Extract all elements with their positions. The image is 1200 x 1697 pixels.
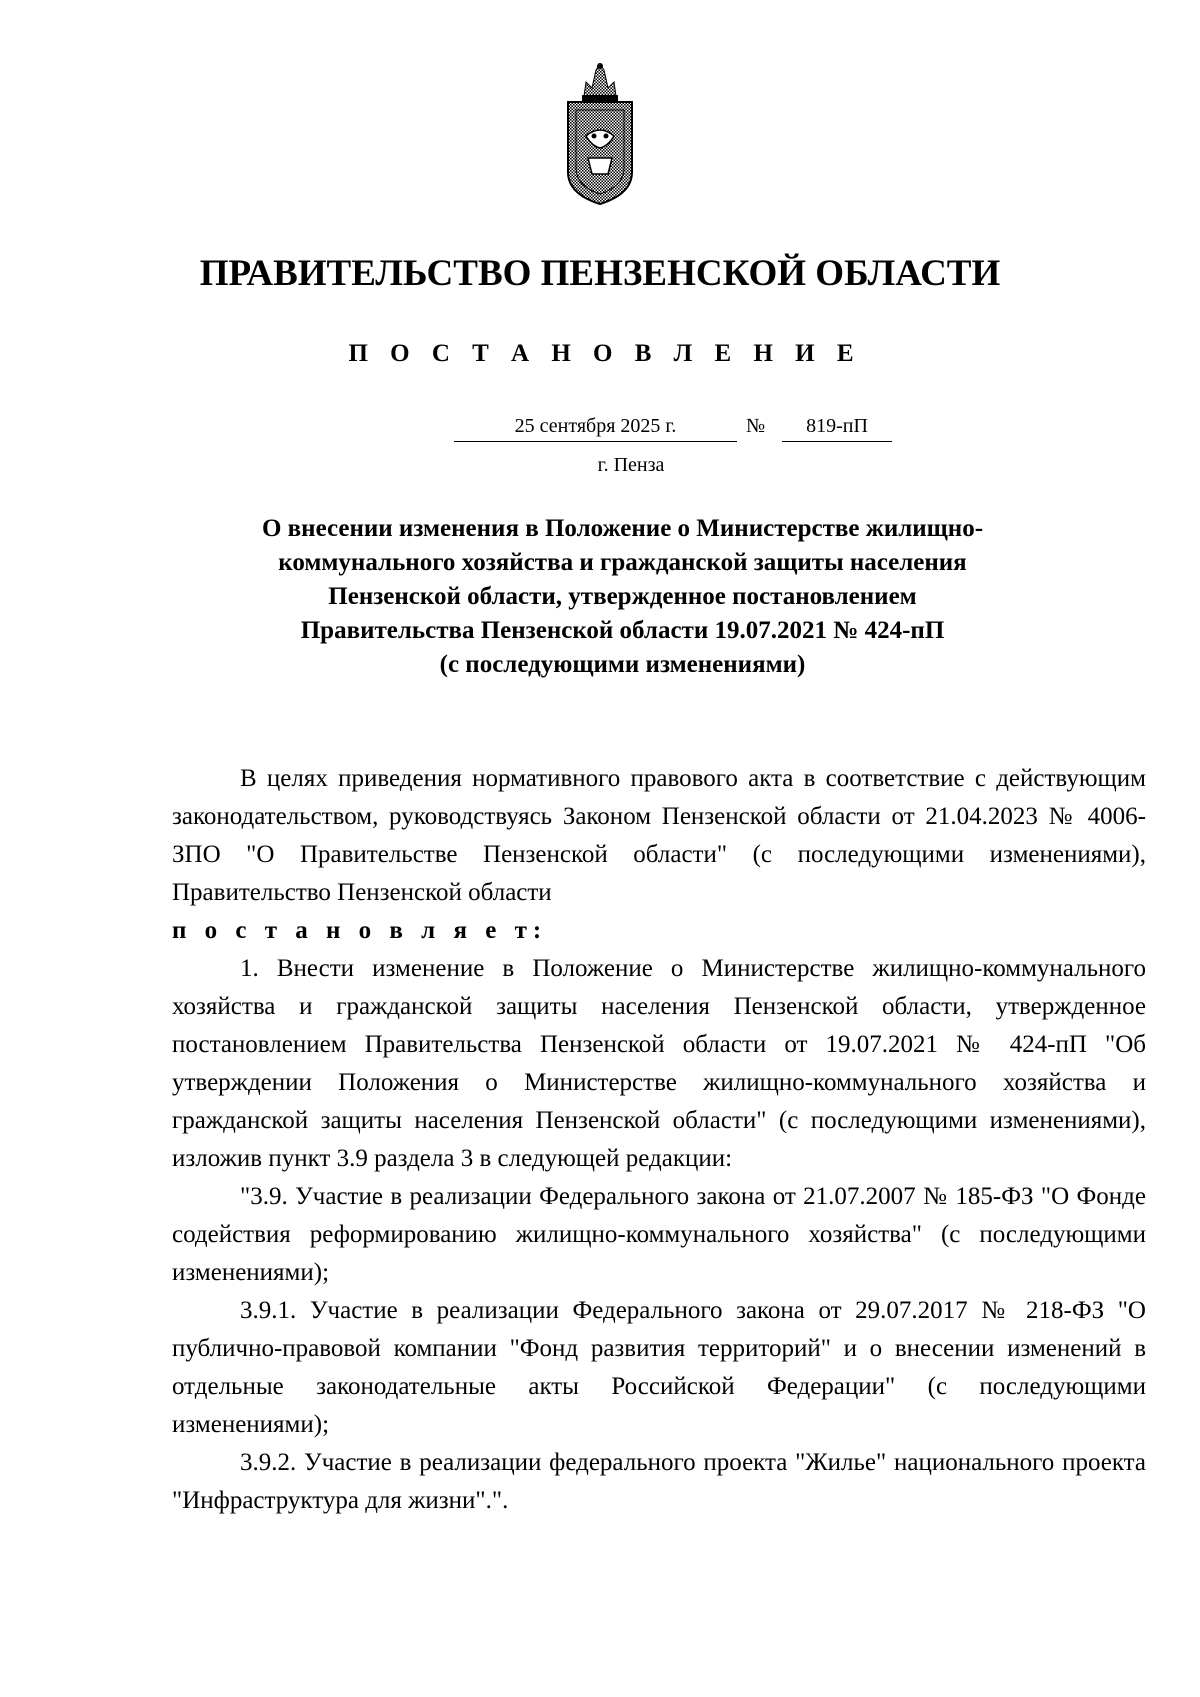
document-subject	[170, 512, 1075, 682]
subject-line: Пензенской области, утвержденное постановлением	[328, 583, 917, 610]
government-name: ПРАВИТЕЛЬСТВО ПЕНЗЕНСКОЙ ОБЛАСТИ	[199, 253, 1001, 294]
document-number: 819-пП	[782, 413, 892, 442]
penza-oblast-coat-of-arms-icon	[564, 62, 636, 207]
resolves-word: п о с т а н о в л я е т:	[172, 917, 548, 944]
item-3-9-1-paragraph: 3.9.1. Участие в реализации Федерального закона от 29.07.2017 № 218-ФЗ "О публично-правовой компании "Фонд развития территорий" и о внесении изменений в отдельные законодательные акты Российской Федерации" (с последующими изменениями);	[172, 1297, 1146, 1438]
document-date: 25 сентября 2025 г.	[454, 413, 737, 442]
item-3-9-paragraph: "3.9. Участие в реализации Федерального закона от 21.07.2007 № 185-ФЗ "О Фонде содействия реформированию жилищно-коммунального хозяйства" (с последующими изменениями);	[172, 1183, 1146, 1286]
document-body	[172, 760, 1146, 1520]
subject-line: коммунального хозяйства и гражданской защиты населения	[278, 549, 967, 576]
preamble-text: В целях приведения нормативного правового акта в соответствие с действующим законодательством, руководствуясь Законом Пензенской области от 21.04.2023 № 4006-ЗПО "О Правительстве Пензенской области" (с последующими изменениями), Правительство Пензенской области	[172, 765, 1146, 906]
subject-line: О внесении изменения в Положение о Министерстве жилищно-	[261, 515, 984, 542]
document-city: г. Пенза	[597, 454, 665, 476]
document-type: П О С Т А Н О В Л Е Н И Е	[348, 340, 862, 367]
subject-line: (с последующими изменениями)	[439, 651, 806, 678]
item-3-9-2-paragraph: 3.9.2. Участие в реализации федерального проекта "Жилье" национального проекта "Инфраструктура для жизни".".	[172, 1449, 1146, 1514]
number-sign: №	[746, 415, 766, 437]
item-1-paragraph: 1. Внести изменение в Положение о Министерстве жилищно-коммунального хозяйства и гражданской защиты населения Пензенской области, утвержденное постановлением Правительства Пензенской области от 19.07.2021 № 424-пП "Об утверждении Положения о Министерстве жилищно-коммунального хозяйства и гражданской защиты населения Пензенской области" (с последующими изменениями), изложив пункт 3.9 раздела 3 в следующей редакции:	[172, 955, 1146, 1172]
preamble-paragraph	[172, 760, 1146, 950]
date-number-line	[454, 413, 894, 443]
subject-line: Правительства Пензенской области 19.07.2021 № 424-пП	[300, 617, 945, 644]
